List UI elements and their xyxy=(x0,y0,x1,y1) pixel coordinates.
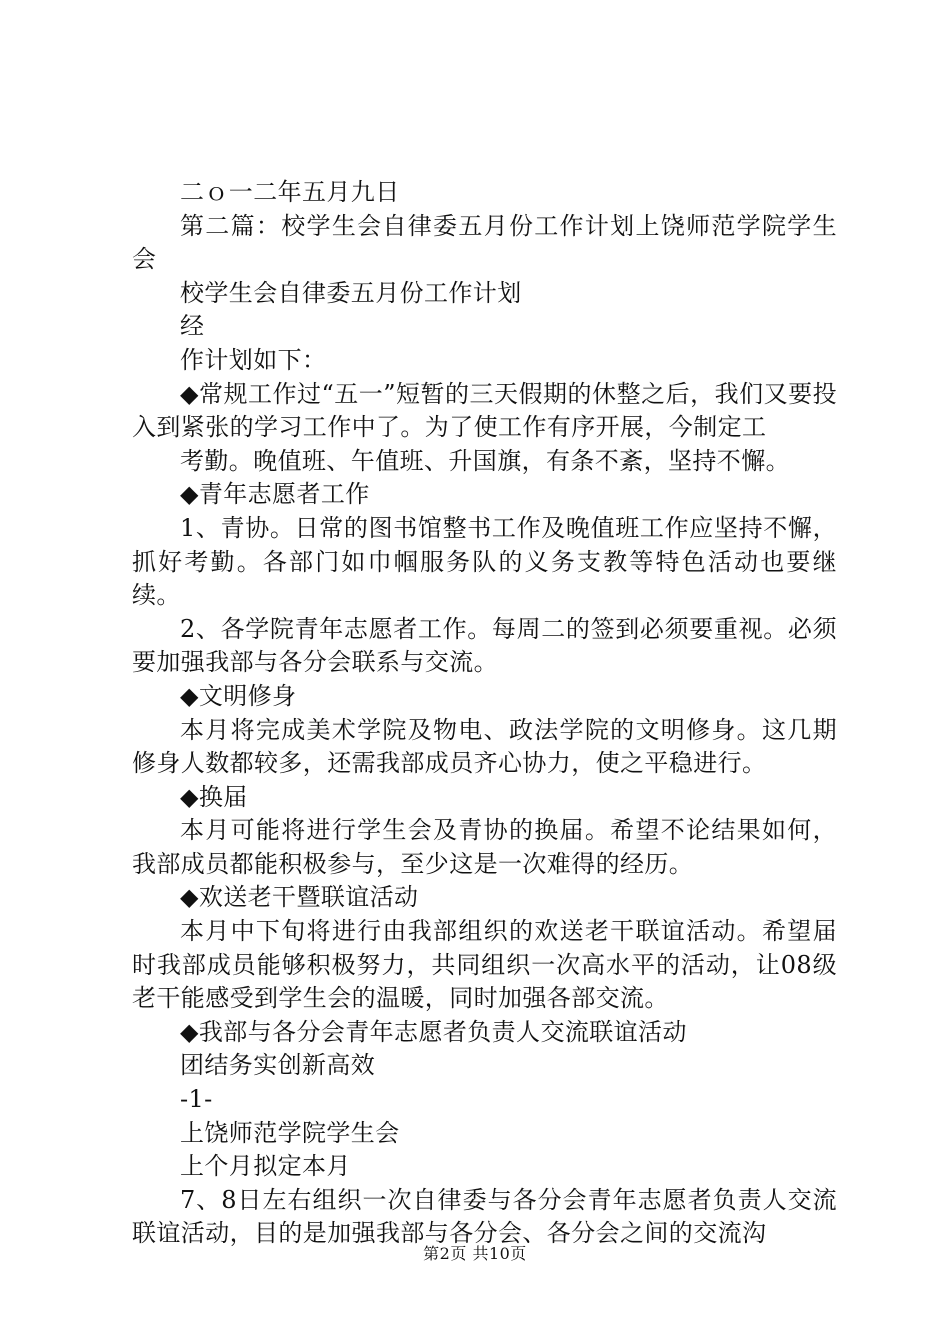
paragraph: 上个月拟定本月 xyxy=(180,1152,351,1181)
paragraph: 7、8日左右组织一次自律委与各分会青年志愿者负责人交流联谊活动，目的是加强我部与各分会、各分会之间的交流沟 xyxy=(132,1185,837,1248)
page-number-label: 第2页 共10页 xyxy=(423,1244,527,1263)
paragraph: 作计划如下： xyxy=(180,345,327,374)
bullet-heading-routine: ◆常规工作过“五一”短暂的三天假期的休整之后，我们又要投入到紧张的学习工作中了。为了使工作有序开展，今制定工 xyxy=(132,379,837,442)
bullet-heading-election: ◆换届 xyxy=(180,782,248,811)
motto-line: 团结务实创新高效 xyxy=(180,1051,376,1080)
document-body xyxy=(132,176,837,1251)
bullet-heading-exchange: ◆我部与各分会青年志愿者负责人交流联谊活动 xyxy=(180,1017,687,1046)
bullet-heading-civility: ◆文明修身 xyxy=(180,681,297,710)
paragraph: 经 xyxy=(180,312,205,341)
bullet-heading-farewell: ◆欢送老干暨联谊活动 xyxy=(180,883,419,912)
bullet-heading-volunteer: ◆青年志愿者工作 xyxy=(180,480,370,509)
page-footer xyxy=(0,1244,950,1264)
paragraph: 本月可能将进行学生会及青协的换届。希望不论结果如何，我部成员都能积极参与，至少这是一次难得的经历。 xyxy=(132,816,837,878)
paragraph: 1、青协。日常的图书馆整书工作及晚值班工作应坚持不懈，抓好考勤。各部门如巾帼服务队的义务支教等特色活动也要继续。 xyxy=(132,513,837,610)
paragraph: 考勤。晚值班、午值班、升国旗，有条不紊，坚持不懈。 xyxy=(180,446,790,475)
date-line: 二ｏ一二年五月九日 xyxy=(180,178,400,206)
paragraph: 2、各学院青年志愿者工作。每周二的签到必须要重视。必须要加强我部与各分会联系与交流。 xyxy=(132,614,837,677)
paragraph: 本月中下旬将进行由我部组织的欢送老干联谊活动。希望届时我部成员能够积极努力，共同组织一次高水平的活动，让08级老干能感受到学生会的温暖，同时加强各部交流。 xyxy=(132,917,837,1013)
section-heading: 第二篇：校学生会自律委五月份工作计划上饶师范学院学生会 xyxy=(132,211,837,274)
paragraph: 本月将完成美术学院及物电、政法学院的文明修身。这几期修身人数都较多，还需我部成员齐心协力，使之平稳进行。 xyxy=(132,715,837,778)
plan-title: 校学生会自律委五月份工作计划 xyxy=(180,278,522,307)
inner-page-number: -1- xyxy=(180,1085,213,1114)
organization-line: 上饶师范学院学生会 xyxy=(180,1118,400,1147)
